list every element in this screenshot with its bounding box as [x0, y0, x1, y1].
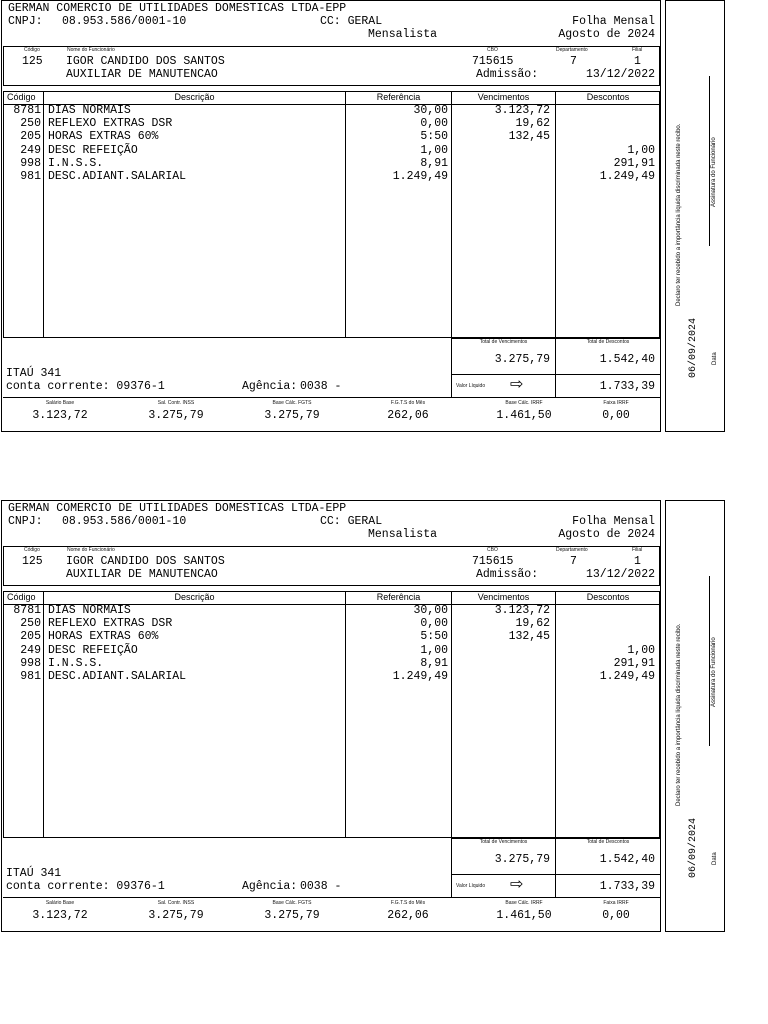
fgts-base-label: Base Cálc. FGTS: [272, 900, 312, 906]
agency-value: 0038 -: [300, 880, 342, 893]
item-deduction: 1.249,49: [599, 669, 655, 683]
irrf-base-value: 1.461,50: [496, 409, 552, 422]
bank-account: conta corrente: 09376-1: [6, 880, 165, 893]
branch-label: Filial: [632, 547, 643, 553]
item-reference: 0,00: [420, 117, 448, 131]
branch-value: 1: [634, 555, 641, 568]
cbo-value: 715615: [472, 555, 514, 568]
employee-role: AUXILIAR DE MANUTENCAO: [66, 568, 218, 581]
total-deductions-value: 1.542,40: [599, 853, 655, 866]
employee-code: 125: [22, 555, 43, 568]
base-salary-label: Salário Base: [45, 900, 75, 906]
item-deduction: 1,00: [627, 143, 655, 157]
col-header-reference: Referência: [376, 92, 421, 102]
employee-name: IGOR CANDIDO DOS SANTOS: [66, 55, 225, 68]
admission-date: 13/12/2022: [585, 68, 655, 81]
date-label: Data: [712, 352, 718, 365]
cost-center: CC: GERAL: [320, 515, 383, 528]
name-label: Nome do Funcionário: [67, 547, 115, 553]
category: Mensalista: [368, 528, 438, 541]
table-row: [3, 671, 660, 684]
base-salary-value: 3.123,72: [32, 409, 88, 422]
fgts-month-label: F.G.T.S do Mês: [390, 400, 426, 406]
net-value-label: Valor Líquido: [456, 883, 486, 889]
cnpj-value: 08.953.586/0001-10: [62, 15, 187, 28]
cbo-label: CBO: [487, 47, 498, 53]
totals-mid-line: [451, 874, 660, 875]
col-header-code: Código: [7, 92, 36, 102]
department-value: 7: [570, 555, 577, 568]
table-row: [3, 171, 660, 184]
period: Agosto de 2024: [558, 528, 655, 541]
company-name: GERMAN COMERCIO DE UTILIDADES DOMESTICAS LTDA-EPP: [8, 2, 347, 15]
item-description: REFLEXO EXTRAS DSR: [48, 117, 173, 131]
totals-left-line: [451, 838, 452, 897]
cnpj-label: CNPJ:: [8, 515, 43, 528]
total-deductions-label: Total de Descontos: [586, 839, 630, 845]
item-reference: 8,91: [420, 156, 448, 170]
item-description: DESC REFEIÇÃO: [48, 143, 138, 157]
item-description: HORAS EXTRAS 60%: [48, 130, 159, 144]
admission-date: 13/12/2022: [585, 568, 655, 581]
category: Mensalista: [368, 28, 438, 41]
base-salary-value: 3.123,72: [32, 909, 88, 922]
receipt-date: 06/09/2024: [688, 317, 699, 378]
item-deduction: 291,91: [613, 656, 655, 670]
arrow-right-icon: ⇨: [510, 376, 524, 393]
item-reference: 0,00: [420, 617, 448, 631]
col-header-earnings: Vencimentos: [477, 592, 530, 602]
item-earnings: 132,45: [508, 630, 550, 644]
inss-base-value: 3.275,79: [148, 909, 204, 922]
col-header-reference: Referência: [376, 592, 421, 602]
item-reference: 1.249,49: [392, 669, 448, 683]
item-deduction: 291,91: [613, 156, 655, 170]
bank-name: ITAÚ 341: [6, 367, 62, 380]
col-header-description: Descrição: [174, 92, 215, 102]
item-earnings: 19,62: [515, 117, 550, 131]
item-code: 8781: [13, 104, 41, 117]
irrf-bracket-value: 0,00: [602, 409, 630, 422]
signature-line: [709, 576, 710, 746]
inss-base-label: Sal. Contr. INSS: [157, 400, 195, 406]
name-label: Nome do Funcionário: [67, 47, 115, 53]
bases-top-line: [3, 397, 660, 398]
signature-line: [709, 76, 710, 246]
bases-top-line: [3, 897, 660, 898]
department-value: 7: [570, 55, 577, 68]
item-deduction: 1,00: [627, 643, 655, 657]
item-description: DESC REFEIÇÃO: [48, 643, 138, 657]
item-reference: 5:50: [420, 130, 448, 144]
admission-label: Admissão:: [476, 568, 539, 581]
item-description: I.N.S.S.: [48, 156, 104, 170]
payslip-copy-2: [0, 500, 768, 932]
item-deduction: 1.249,49: [599, 169, 655, 183]
col-header-code: Código: [7, 592, 36, 602]
agency-label: Agência:: [242, 880, 298, 893]
employee-code: 125: [22, 55, 43, 68]
item-description: DESC.ADIANT.SALARIAL: [48, 169, 187, 183]
irrf-base-label: Base Cálc. IRRF: [505, 400, 543, 406]
item-description: REFLEXO EXTRAS DSR: [48, 617, 173, 631]
irrf-bracket-value: 0,00: [602, 909, 630, 922]
table-row: [3, 631, 660, 644]
item-code: 205: [20, 630, 41, 644]
item-code: 250: [20, 117, 41, 131]
code-label: Código: [24, 547, 40, 553]
item-description: I.N.S.S.: [48, 656, 104, 670]
col-header-earnings: Vencimentos: [477, 92, 530, 102]
fgts-base-value: 3.275,79: [264, 909, 320, 922]
branch-value: 1: [634, 55, 641, 68]
fgts-month-label: F.G.T.S do Mês: [390, 900, 426, 906]
item-code: 998: [20, 656, 41, 670]
col-header-description: Descrição: [174, 592, 215, 602]
irrf-base-value: 1.461,50: [496, 909, 552, 922]
total-deductions-value: 1.542,40: [599, 353, 655, 366]
item-earnings: 132,45: [508, 130, 550, 144]
bank-account: conta corrente: 09376-1: [6, 380, 165, 393]
item-reference: 30,00: [413, 604, 448, 617]
item-code: 998: [20, 156, 41, 170]
sheet-type: Folha Mensal: [572, 515, 655, 528]
sheet-type: Folha Mensal: [572, 15, 655, 28]
table-row: [3, 158, 660, 171]
signature-label: Assinatura do Funcionário: [711, 137, 717, 207]
item-description: DIAS NORMAIS: [48, 104, 131, 117]
item-code: 250: [20, 617, 41, 631]
employee-name: IGOR CANDIDO DOS SANTOS: [66, 555, 225, 568]
code-label: Código: [24, 47, 40, 53]
cbo-label: CBO: [487, 547, 498, 553]
totals-left-line: [451, 338, 452, 397]
totals-mid-line: [451, 374, 660, 375]
item-earnings: 19,62: [515, 617, 550, 631]
company-name: GERMAN COMERCIO DE UTILIDADES DOMESTICAS LTDA-EPP: [8, 502, 347, 515]
item-code: 249: [20, 143, 41, 157]
item-earnings: 3.123,72: [494, 104, 550, 117]
item-reference: 5:50: [420, 630, 448, 644]
branch-label: Filial: [632, 47, 643, 53]
total-earnings-label: Total de Vencimentos: [479, 339, 528, 345]
fgts-base-value: 3.275,79: [264, 409, 320, 422]
total-earnings-value: 3.275,79: [494, 853, 550, 866]
item-code: 981: [20, 669, 41, 683]
item-reference: 1,00: [420, 143, 448, 157]
bank-name: ITAÚ 341: [6, 867, 62, 880]
irrf-base-label: Base Cálc. IRRF: [505, 900, 543, 906]
item-reference: 1.249,49: [392, 169, 448, 183]
item-code: 8781: [13, 604, 41, 617]
col-header-deductions: Descontos: [586, 592, 630, 602]
signature-label: Assinatura do Funcionário: [711, 637, 717, 707]
item-reference: 8,91: [420, 656, 448, 670]
date-label: Data: [712, 852, 718, 865]
arrow-right-icon: ⇨: [510, 876, 524, 893]
cnpj-value: 08.953.586/0001-10: [62, 515, 187, 528]
item-reference: 1,00: [420, 643, 448, 657]
net-value: 1.733,39: [599, 380, 655, 393]
employee-role: AUXILIAR DE MANUTENCAO: [66, 68, 218, 81]
total-earnings-value: 3.275,79: [494, 353, 550, 366]
admission-label: Admissão:: [476, 68, 539, 81]
fgts-month-value: 262,06: [387, 409, 429, 422]
department-label: Departamento: [556, 547, 588, 553]
payslip-copy-1: [0, 0, 768, 432]
items-rows: [3, 605, 660, 684]
net-value-label: Valor Líquido: [456, 383, 486, 389]
receipt-date: 06/09/2024: [688, 817, 699, 878]
agency-value: 0038 -: [300, 380, 342, 393]
net-value: 1.733,39: [599, 880, 655, 893]
irrf-bracket-label: Faixa IRRF: [603, 400, 629, 406]
irrf-bracket-label: Faixa IRRF: [603, 900, 629, 906]
inss-base-label: Sal. Contr. INSS: [157, 900, 195, 906]
inss-base-value: 3.275,79: [148, 409, 204, 422]
base-salary-label: Salário Base: [45, 400, 75, 406]
fgts-base-label: Base Cálc. FGTS: [272, 400, 312, 406]
item-code: 249: [20, 643, 41, 657]
table-row: [3, 645, 660, 658]
items-rows: [3, 105, 660, 184]
item-reference: 30,00: [413, 104, 448, 117]
item-code: 205: [20, 130, 41, 144]
table-row: [3, 131, 660, 144]
item-description: DIAS NORMAIS: [48, 604, 131, 617]
total-deductions-label: Total de Descontos: [586, 339, 630, 345]
table-row: [3, 145, 660, 158]
fgts-month-value: 262,06: [387, 909, 429, 922]
col-header-deductions: Descontos: [586, 92, 630, 102]
cost-center: CC: GERAL: [320, 15, 383, 28]
declaration-text: Declaro ter recebido a importância líquida discriminada neste recibo.: [676, 123, 682, 306]
item-description: DESC.ADIANT.SALARIAL: [48, 669, 187, 683]
period: Agosto de 2024: [558, 28, 655, 41]
table-row: [3, 658, 660, 671]
declaration-text: Declaro ter recebido a importância líquida discriminada neste recibo.: [676, 623, 682, 806]
item-code: 981: [20, 169, 41, 183]
item-earnings: 3.123,72: [494, 604, 550, 617]
cbo-value: 715615: [472, 55, 514, 68]
cnpj-label: CNPJ:: [8, 15, 43, 28]
agency-label: Agência:: [242, 380, 298, 393]
department-label: Departamento: [556, 47, 588, 53]
total-earnings-label: Total de Vencimentos: [479, 839, 528, 845]
item-description: HORAS EXTRAS 60%: [48, 630, 159, 644]
